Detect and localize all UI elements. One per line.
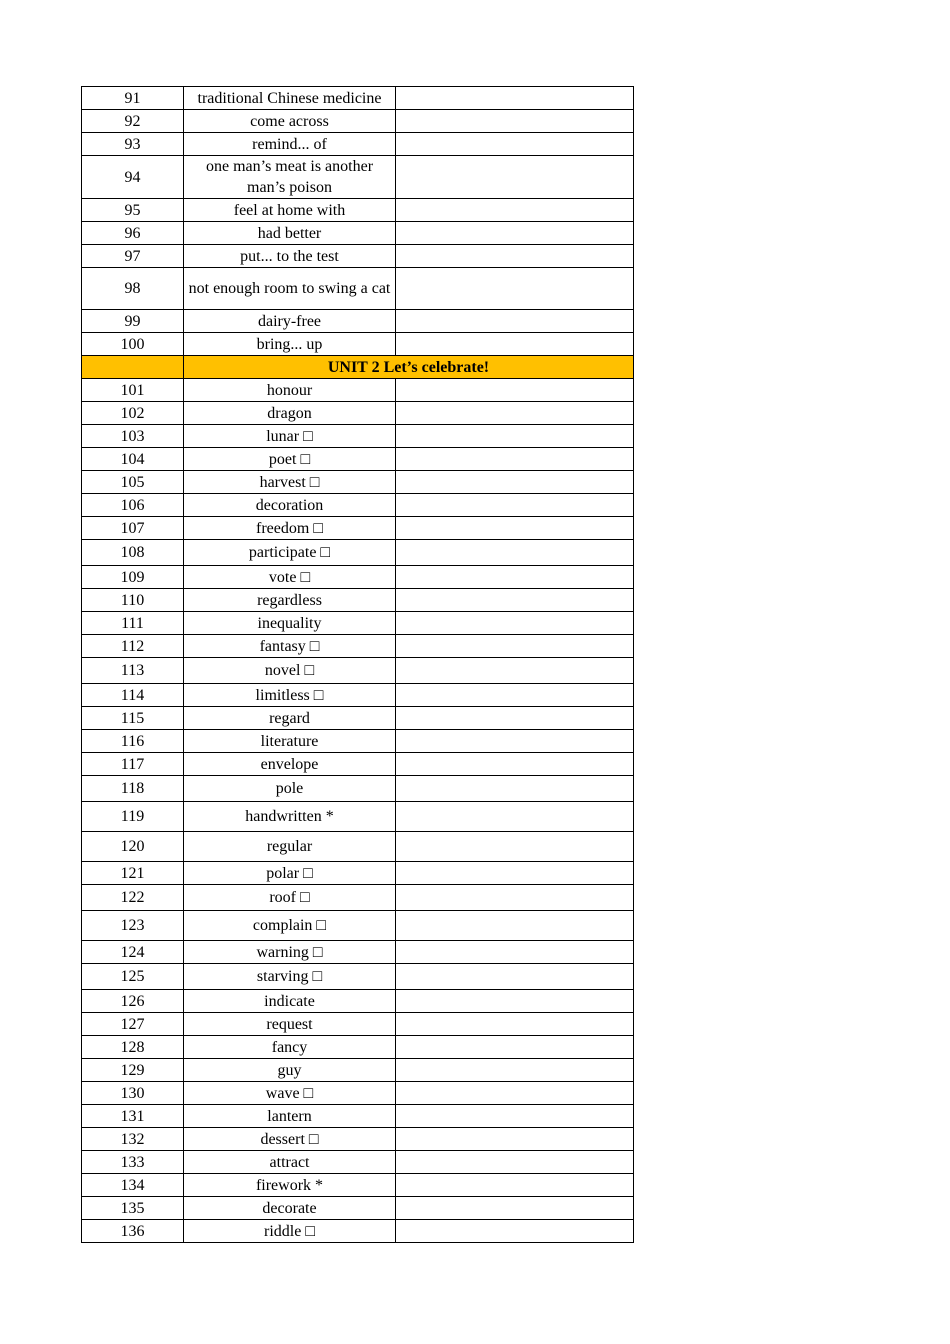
table-row <box>82 684 634 707</box>
row-number: 123 <box>82 911 184 941</box>
vocab-word: lunar □ <box>184 425 396 448</box>
unit-header-row <box>82 356 634 379</box>
table-row <box>82 222 634 245</box>
table-row <box>82 1128 634 1151</box>
answer-cell[interactable] <box>396 753 634 776</box>
vocab-word: participate □ <box>184 540 396 566</box>
table-row <box>82 1174 634 1197</box>
table-row <box>82 425 634 448</box>
row-number: 104 <box>82 448 184 471</box>
table-row <box>82 1036 634 1059</box>
row-number: 125 <box>82 964 184 990</box>
row-number: 98 <box>82 268 184 310</box>
row-number: 119 <box>82 802 184 832</box>
table-row <box>82 1013 634 1036</box>
vocab-word: complain □ <box>184 911 396 941</box>
answer-cell[interactable] <box>396 199 634 222</box>
answer-cell[interactable] <box>396 862 634 885</box>
table-row <box>82 156 634 199</box>
answer-cell[interactable] <box>396 379 634 402</box>
row-number: 133 <box>82 1151 184 1174</box>
row-number: 131 <box>82 1105 184 1128</box>
table-row <box>82 832 634 862</box>
answer-cell[interactable] <box>396 1013 634 1036</box>
answer-cell[interactable] <box>396 566 634 589</box>
vocab-word: dragon <box>184 402 396 425</box>
table-row <box>82 1105 634 1128</box>
table-row <box>82 110 634 133</box>
row-number: 111 <box>82 612 184 635</box>
row-number: 136 <box>82 1220 184 1243</box>
table-row <box>82 566 634 589</box>
table-row <box>82 245 634 268</box>
vocab-word: regard <box>184 707 396 730</box>
answer-cell[interactable] <box>396 832 634 862</box>
answer-cell[interactable] <box>396 1059 634 1082</box>
vocab-word: inequality <box>184 612 396 635</box>
vocab-word: fancy <box>184 1036 396 1059</box>
answer-cell[interactable] <box>396 658 634 684</box>
vocab-word: roof □ <box>184 885 396 911</box>
vocab-word: guy <box>184 1059 396 1082</box>
vocab-word: not enough room to swing a cat <box>184 268 396 310</box>
row-number: 134 <box>82 1174 184 1197</box>
answer-cell[interactable] <box>396 911 634 941</box>
row-number: 97 <box>82 245 184 268</box>
row-number: 129 <box>82 1059 184 1082</box>
answer-cell[interactable] <box>396 540 634 566</box>
table-row <box>82 1151 634 1174</box>
row-number: 99 <box>82 310 184 333</box>
answer-cell[interactable] <box>396 684 634 707</box>
row-number: 135 <box>82 1197 184 1220</box>
table-row <box>82 753 634 776</box>
table-row <box>82 911 634 941</box>
table-row <box>82 658 634 684</box>
row-number: 124 <box>82 941 184 964</box>
answer-cell[interactable] <box>396 245 634 268</box>
row-number: 126 <box>82 990 184 1013</box>
row-number: 101 <box>82 379 184 402</box>
table-row <box>82 494 634 517</box>
answer-cell[interactable] <box>396 1220 634 1243</box>
vocab-word: harvest □ <box>184 471 396 494</box>
answer-cell[interactable] <box>396 964 634 990</box>
answer-cell[interactable] <box>396 635 634 658</box>
row-number: 100 <box>82 333 184 356</box>
vocab-word: come across <box>184 110 396 133</box>
row-number: 130 <box>82 1082 184 1105</box>
row-number: 117 <box>82 753 184 776</box>
table-row <box>82 990 634 1013</box>
vocab-word: had better <box>184 222 396 245</box>
answer-cell[interactable] <box>396 707 634 730</box>
answer-cell[interactable] <box>396 941 634 964</box>
answer-cell[interactable] <box>396 1151 634 1174</box>
table-row <box>82 1197 634 1220</box>
table-row <box>82 540 634 566</box>
answer-cell[interactable] <box>396 1036 634 1059</box>
vocab-word: decorate <box>184 1197 396 1220</box>
answer-cell[interactable] <box>396 1174 634 1197</box>
answer-cell[interactable] <box>396 268 634 310</box>
answer-cell[interactable] <box>396 730 634 753</box>
vocab-word: riddle □ <box>184 1220 396 1243</box>
vocab-word: decoration <box>184 494 396 517</box>
row-number: 108 <box>82 540 184 566</box>
table-row <box>82 802 634 832</box>
answer-cell[interactable] <box>396 1128 634 1151</box>
vocab-word: regular <box>184 832 396 862</box>
vocab-word: warning □ <box>184 941 396 964</box>
table-row <box>82 379 634 402</box>
answer-cell[interactable] <box>396 589 634 612</box>
row-number: 127 <box>82 1013 184 1036</box>
table-row <box>82 1082 634 1105</box>
row-number: 105 <box>82 471 184 494</box>
vocab-word: freedom □ <box>184 517 396 540</box>
table-row <box>82 87 634 110</box>
table-row <box>82 707 634 730</box>
answer-cell[interactable] <box>396 402 634 425</box>
vocab-word: one man’s meat is another man’s poison <box>184 156 396 199</box>
row-number: 132 <box>82 1128 184 1151</box>
answer-cell[interactable] <box>396 110 634 133</box>
answer-cell[interactable] <box>396 87 634 110</box>
vocab-word: dairy-free <box>184 310 396 333</box>
vocab-word: feel at home with <box>184 199 396 222</box>
vocab-word: bring... up <box>184 333 396 356</box>
table-row <box>82 402 634 425</box>
row-number: 128 <box>82 1036 184 1059</box>
row-number: 114 <box>82 684 184 707</box>
vocab-word: honour <box>184 379 396 402</box>
row-number: 112 <box>82 635 184 658</box>
answer-cell[interactable] <box>396 133 634 156</box>
answer-cell[interactable] <box>396 990 634 1013</box>
table-row <box>82 964 634 990</box>
row-number: 109 <box>82 566 184 589</box>
row-number: 106 <box>82 494 184 517</box>
row-number: 113 <box>82 658 184 684</box>
row-number: 115 <box>82 707 184 730</box>
answer-cell[interactable] <box>396 885 634 911</box>
answer-cell[interactable] <box>396 156 634 199</box>
table-row <box>82 612 634 635</box>
table-row <box>82 199 634 222</box>
table-row <box>82 1059 634 1082</box>
answer-cell[interactable] <box>396 333 634 356</box>
vocab-word: remind... of <box>184 133 396 156</box>
vocab-word: request <box>184 1013 396 1036</box>
answer-cell[interactable] <box>396 471 634 494</box>
table-row <box>82 862 634 885</box>
table-row <box>82 885 634 911</box>
row-number: 107 <box>82 517 184 540</box>
table-row <box>82 730 634 753</box>
answer-cell[interactable] <box>396 802 634 832</box>
row-number: 102 <box>82 402 184 425</box>
row-number: 103 <box>82 425 184 448</box>
vocab-word: indicate <box>184 990 396 1013</box>
vocab-word: vote □ <box>184 566 396 589</box>
vocab-word: literature <box>184 730 396 753</box>
vocab-word: limitless □ <box>184 684 396 707</box>
answer-cell[interactable] <box>396 494 634 517</box>
table-row <box>82 133 634 156</box>
vocab-word: handwritten * <box>184 802 396 832</box>
vocab-word: attract <box>184 1151 396 1174</box>
vocab-word: put... to the test <box>184 245 396 268</box>
vocab-word: novel □ <box>184 658 396 684</box>
table-row <box>82 635 634 658</box>
vocab-word: poet □ <box>184 448 396 471</box>
row-number: 91 <box>82 87 184 110</box>
row-number: 116 <box>82 730 184 753</box>
answer-cell[interactable] <box>396 425 634 448</box>
vocab-word: regardless <box>184 589 396 612</box>
row-number: 110 <box>82 589 184 612</box>
table-row <box>82 471 634 494</box>
row-number: 120 <box>82 832 184 862</box>
vocab-word: traditional Chinese medicine <box>184 87 396 110</box>
row-number: 96 <box>82 222 184 245</box>
answer-cell[interactable] <box>396 776 634 802</box>
answer-cell[interactable] <box>396 1197 634 1220</box>
table-row <box>82 776 634 802</box>
table-row <box>82 310 634 333</box>
row-number: 93 <box>82 133 184 156</box>
unit-header-blank <box>82 356 184 379</box>
row-number: 121 <box>82 862 184 885</box>
table-row <box>82 1220 634 1243</box>
row-number: 94 <box>82 156 184 199</box>
vocab-word: fantasy □ <box>184 635 396 658</box>
row-number: 118 <box>82 776 184 802</box>
table-row <box>82 517 634 540</box>
answer-cell[interactable] <box>396 310 634 333</box>
table-row <box>82 268 634 310</box>
table-row <box>82 941 634 964</box>
vocab-word: firework * <box>184 1174 396 1197</box>
vocab-word: lantern <box>184 1105 396 1128</box>
vocab-word: pole <box>184 776 396 802</box>
vocab-word: dessert □ <box>184 1128 396 1151</box>
vocab-word: wave □ <box>184 1082 396 1105</box>
unit-header-title: UNIT 2 Let’s celebrate! <box>184 356 634 379</box>
answer-cell[interactable] <box>396 1105 634 1128</box>
row-number: 95 <box>82 199 184 222</box>
table-row <box>82 333 634 356</box>
vocab-word: starving □ <box>184 964 396 990</box>
vocabulary-table <box>81 86 634 1243</box>
answer-cell[interactable] <box>396 1082 634 1105</box>
vocab-word: envelope <box>184 753 396 776</box>
table-row <box>82 589 634 612</box>
answer-cell[interactable] <box>396 448 634 471</box>
answer-cell[interactable] <box>396 517 634 540</box>
row-number: 92 <box>82 110 184 133</box>
vocab-word: polar □ <box>184 862 396 885</box>
answer-cell[interactable] <box>396 222 634 245</box>
answer-cell[interactable] <box>396 612 634 635</box>
table-row <box>82 448 634 471</box>
row-number: 122 <box>82 885 184 911</box>
